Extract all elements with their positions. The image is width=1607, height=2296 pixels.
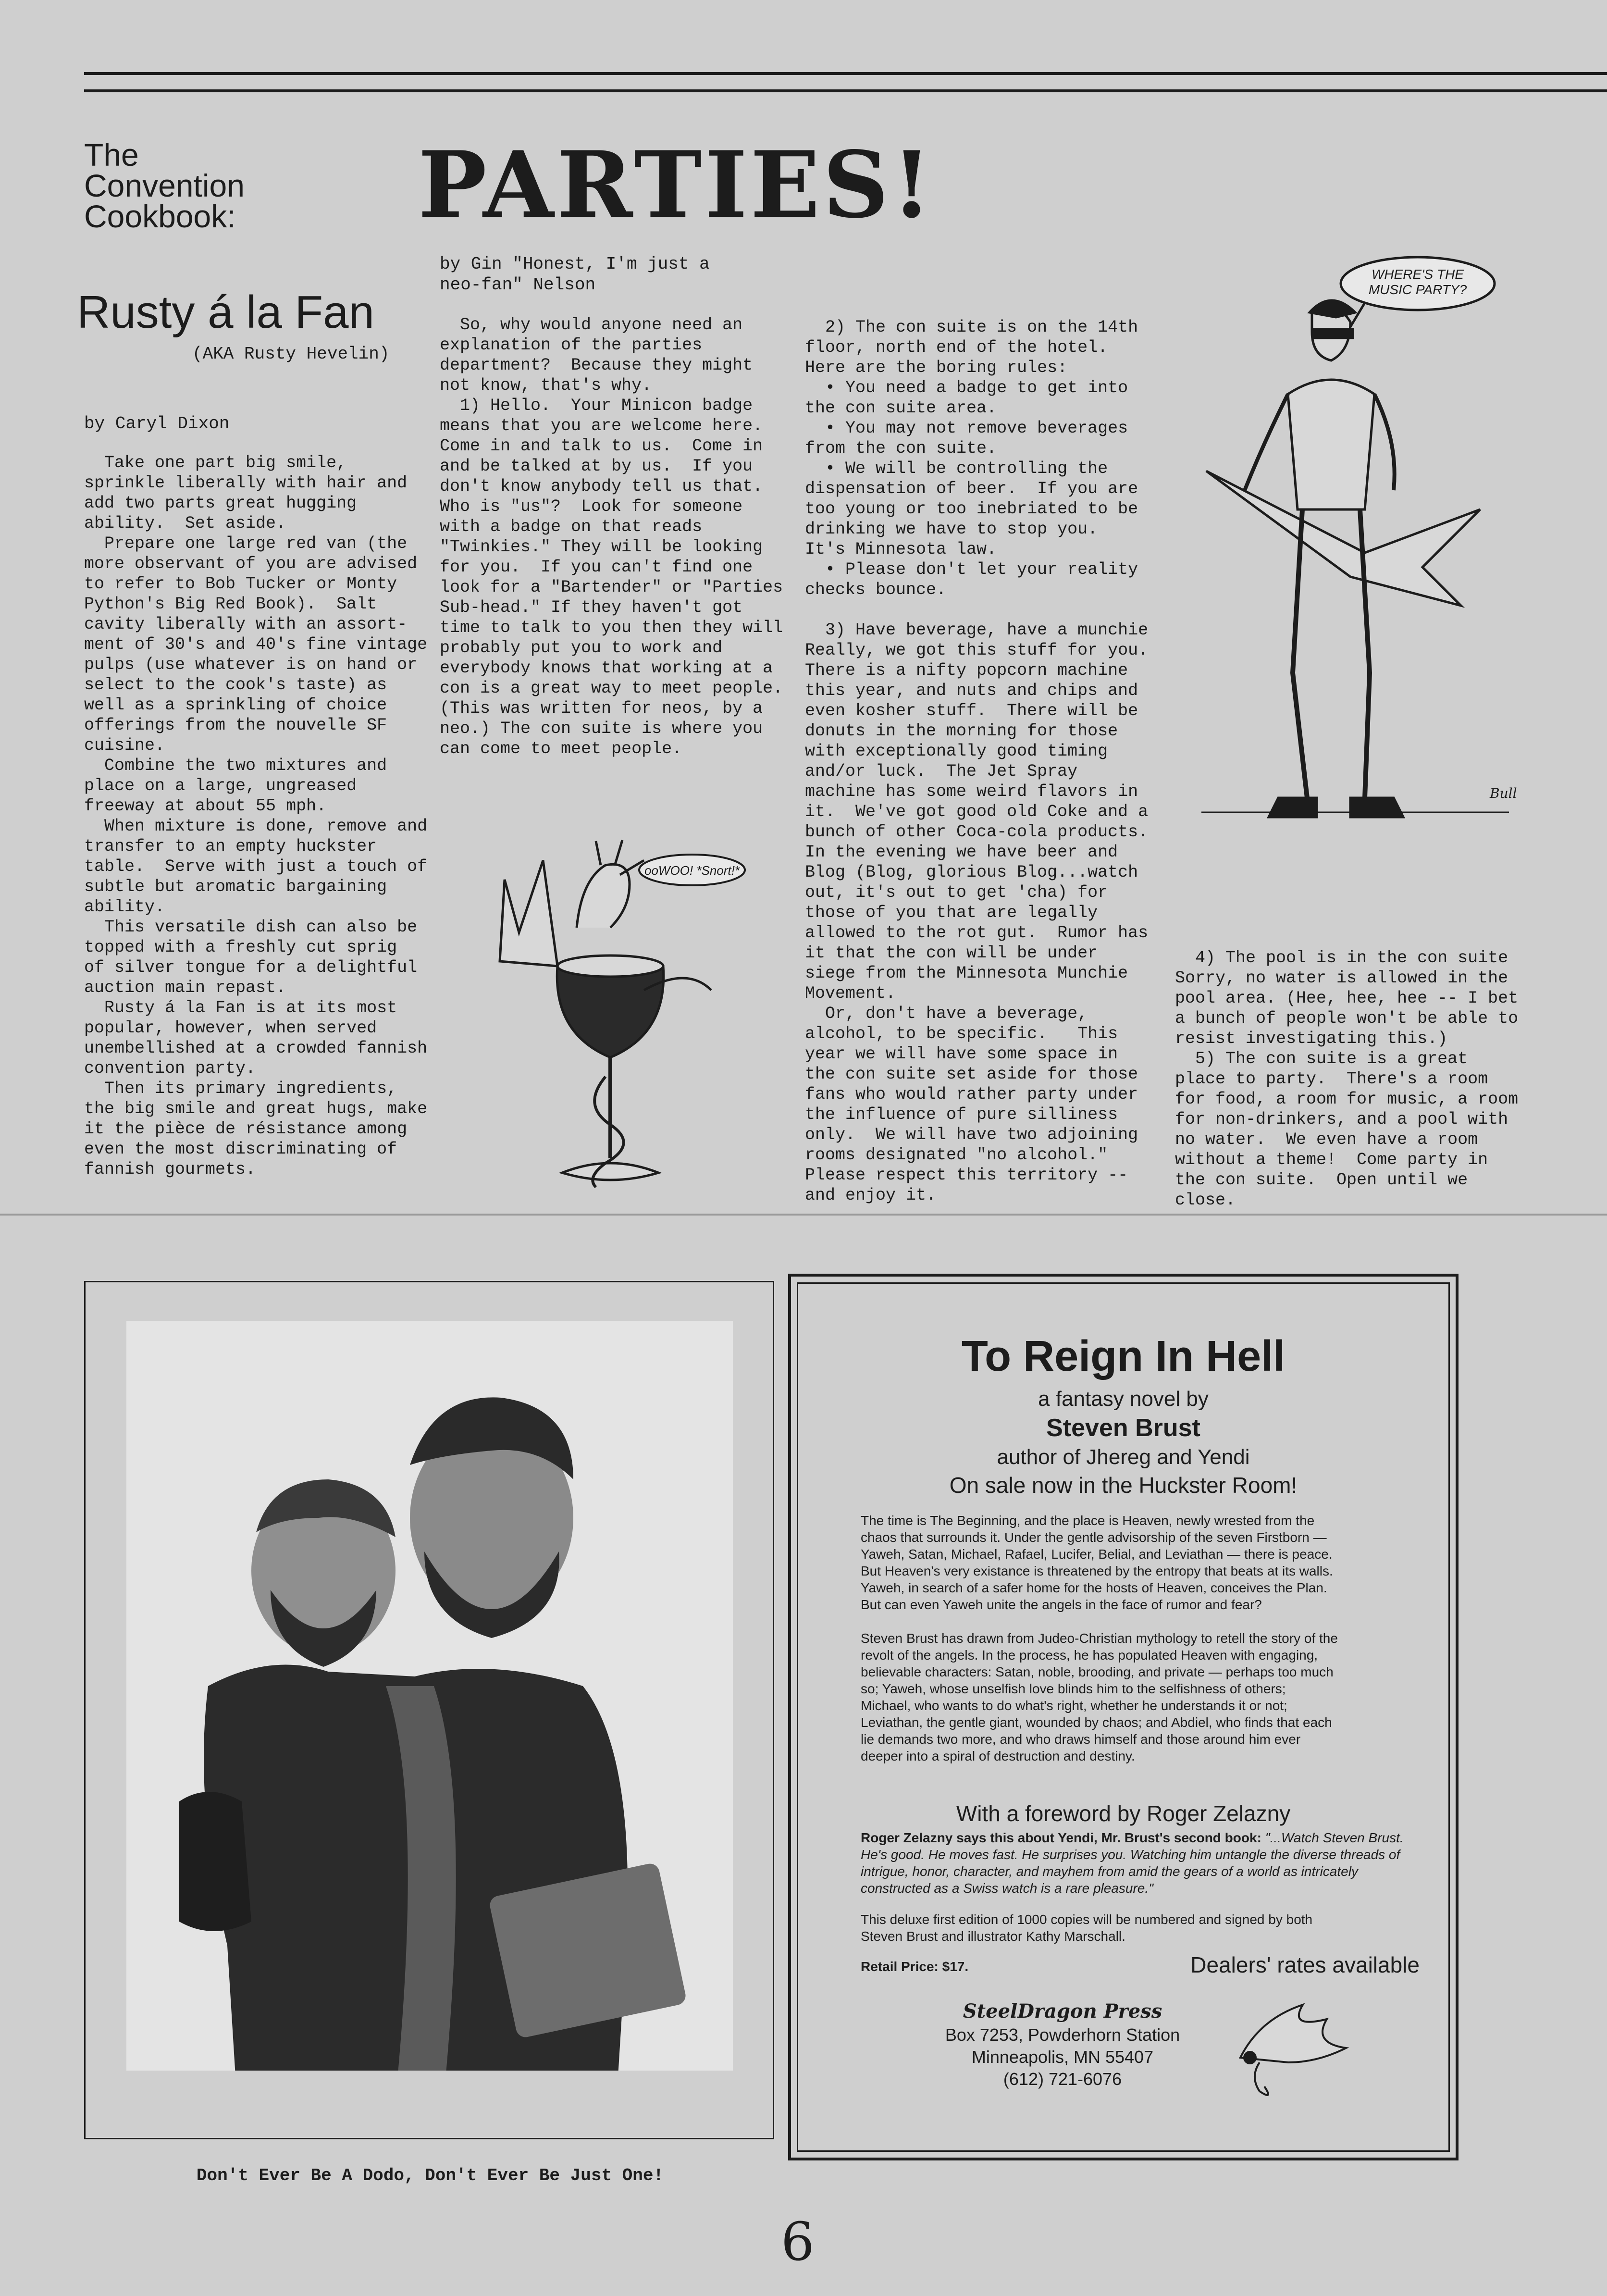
ad-author: Steven Brust [1046,1414,1200,1442]
dragon-logo [1231,1990,1356,2106]
ad-quote-lead: Roger Zelazny says this about Yendi, Mr. Brust's second book: [861,1830,1261,1845]
rocker-speech-line: WHERE'S THE [1371,267,1464,282]
ad-author-of: author of Jhereg and Yendi [997,1445,1250,1469]
parties-column-1: So, why would anyone need an explanation of the parties department? Because they might not know, that's why. 1) Hello. Your Minicon badge means that you are welcome here. Come in and talk to us. Come in and be talked at by us. If you don't know anybody tell us that. Who is "us"? Look for someone with a badge on that reads "Twinkies." They will be looking for you. If you can't find one look for a "Bartender" or "Parties Sub-head." If they haven't got time to talk to you then they will probably put you to work and everybody knows that working at a con is a great way to meet people. (This was written for neos, by a neo.) The con suite is where you can come to meet people. [440,315,783,758]
ad-paragraph-1: The time is The Beginning, and the place is Heaven, newly wrested from the chaos that surrounds it. Under the gentle advisorship of the seven Firstborn — Yaweh, Satan, Michael, Rafael, Lucifer, Belial, and Leviathan — there is peace. But Heaven's very existance is threatened by the entropy that beats at its walls. Yaweh, in search of a safer home for the hosts of Heaven, conceives the Plan. But can even Yaweh unite the angels in the face of rumor and fear? [861,1513,1333,1612]
recipe-title: Rusty á la Fan [77,286,374,338]
ad-foreword: With a foreword by Roger Zelazny [956,1801,1291,1826]
ad-paragraph-2: Steven Brust has drawn from Judeo-Christian mythology to retell the story of the revolt of the angels. In the process, he has populated Heaven with engaging, believable characters: Satan, noble, brooding, and private — perhaps too much so; Yaweh, whose unselfish love blinds him to the selfishness of others; Michael, who wants to do what's right, whether he understands it or not; Leviathan, the gentle giant, wounded by chaos; and Abdiel, who finds that each lie demands two more, and who draws himself and those around him ever deeper into a spiral of destruction and destiny. [861,1631,1338,1763]
page-title: PARTIES! [418,131,935,238]
photo [126,1321,733,2099]
ad-on-sale: On sale now in the Huckster Room! [949,1473,1298,1498]
recipe-byline: by Caryl Dixon [84,414,230,434]
ad-title: To Reign In Hell [961,1332,1286,1380]
ad-publisher: SteelDragon Press [963,2000,1162,2023]
guitarist-illustration [1192,240,1528,846]
recipe-aka: (AKA Rusty Hevelin) [192,344,390,364]
photo-frame [84,1281,774,2139]
ad-address-line: Minneapolis, MN 55407 [971,2047,1154,2067]
two-men-photo [126,1321,733,2099]
ad-edition: This deluxe first edition of 1000 copies will be numbered and signed by both Steven Brust and illustrator Kathy Marschall. [861,1912,1313,1944]
ad-price: Retail Price: $17. [861,1959,969,1974]
ad-quote: "...Watch Steven Brust. He's good. He moves fast. He surprises you. Watching him untangle the diverse threads of intrigue, honor, character, and mayhem from amid the gears of a world as intricately constructed as a Swiss watch is a rare pleasure." [861,1830,1404,1896]
dragon-goblet-illustration [485,807,754,1202]
kicker-line: Cookbook: [84,199,236,234]
photo-caption: Don't Ever Be A Dodo, Don't Ever Be Just One! [196,2166,664,2185]
ad-quote-block [861,1829,1404,1897]
top-rule-secondary [84,89,1607,92]
parties-byline: by Gin "Honest, I'm just a neo-fan" Nelson [440,254,710,295]
page-number: 6 [781,2211,815,2272]
artist-signature: Bull [1490,785,1517,801]
parties-column-2: 2) The con suite is on the 14th floor, north end of the hotel. Here are the boring rules: • You need a badge to get into the con suite area. • You may not remove beverages from the con suite. • We will be controlling the dispensation of beer. If you are too young or too inebriated to be drinking we have to stop you. It's Minnesota law. • Please don't let your reality checks bounce. 3) Have beverage, have a munchie Really, we got this stuff for you. There is a nifty popcorn machine this year, and nuts and chips and even kosher stuff. There will be donuts in the morning for those with exceptionally good timing and/or luck. The Jet Spray machine has some weird flavors in it. We've got good old Coke and a bunch of other Coca-cola products. In the evening we have beer and Blog (Blog, glorious Blog...watch out, it's out to get 'cha) for those of you that are legally allowed to the rot gut. Rumor has it that the con will be under siege from the Minnesota Munchie Movement. Or, don't have a beverage, alcohol, to be specific. This year we will have some space in the con suite set aside for those fans who would rather party under the influence of pure silliness only. We will have two adjoining rooms designated "no alcohol." Please respect this territory -- and enjoy it. [805,318,1149,1205]
ad-address-line: Box 7253, Powderhorn Station [945,2025,1180,2045]
section-kicker [84,139,245,232]
ad-phone: (612) 721-6076 [1003,2069,1122,2089]
parties-column-3: 4) The pool is in the con suite Sorry, no water is allowed in the pool area. (Hee, hee, hee -- I bet a bunch of people won't be able to resist investigating this.) 5) The con suite is a great place to party. There's a room for food, a room for music, a room for non-drinkers, and a pool with no water. We even have a room without a theme! Come party in the con suite. Open until we close. [1175,948,1519,1210]
kicker-line: Convention [84,168,245,203]
ad-dealers: Dealers' rates available [1190,1952,1420,1977]
rocker-speech-line: MUSIC PARTY? [1368,282,1467,297]
dragon-speech-bubble: ooWOO! *Snort!* [644,863,740,878]
book-advertisement [788,1274,1459,2160]
page-fold [0,1214,1607,1216]
kicker-line: The [84,137,139,173]
recipe-body: Take one part big smile, sprinkle liberally with hair and add two parts great hugging ability. Set aside. Prepare one large red van (the more observant of you are advised to refer to Bob Tucker or Monty Python's Big Red Book). Salt cavity liberally with an assort- ment of 30's and 40's fine vintage pulps (use whatever is on hand or select to the cook's taste) as well as a sprinkling of choice offerings from the nouvelle SF cuisine. Combine the two mixtures and place on a large, ungreased freeway at about 55 mph. When mixture is done, remove and transfer to an empty huckster table. Serve with just a touch of subtle but aromatic bargaining ability. This versatile dish can also be topped with a freshly cut sprig of silver tongue for a delightful auction main repast. Rusty á la Fan is at its most popular, however, when served unembellished at a crowded fannish convention party. Then its primary ingredients, the big smile and great hugs, make it the pièce de résistance among even the most discriminating of fannish gourmets. [84,453,428,1179]
top-rule [84,72,1607,75]
ad-subtitle: a fantasy novel by [1038,1387,1209,1411]
